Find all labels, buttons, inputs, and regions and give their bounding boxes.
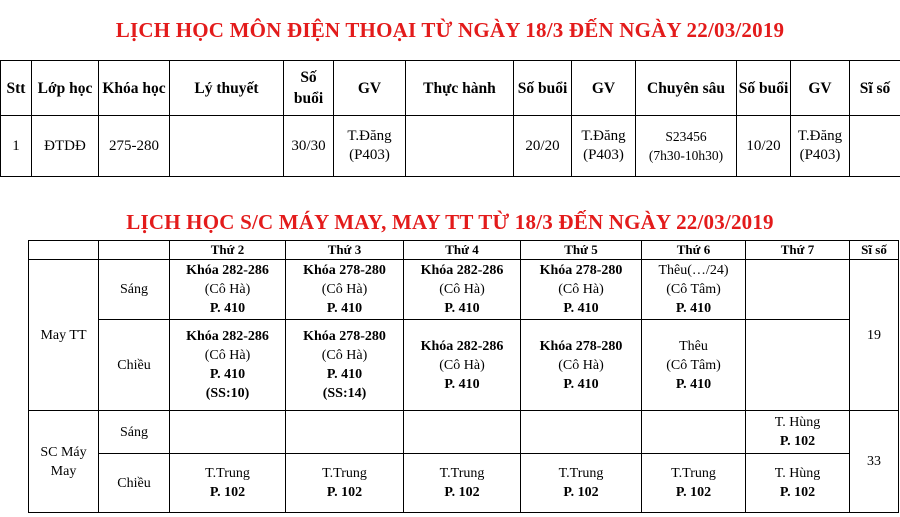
schedule-cell-line: P. 410 (675, 301, 712, 316)
schedule-cell (521, 454, 642, 513)
schedule-cell (642, 454, 746, 513)
schedule-cell-line: (Cô Hà) (204, 282, 251, 297)
schedule-cell (286, 320, 404, 411)
table-row (29, 454, 899, 513)
cell-khoa-hoc: 275-280 (99, 116, 170, 177)
schedule-cell-line: (Cô Hà) (558, 357, 604, 373)
schedule-cell-line: Khóa 282-286 (420, 263, 504, 278)
header-si-so: Sĩ số (850, 241, 899, 260)
schedule-cell-line: P. 102 (779, 485, 816, 500)
header-si-so: Sĩ số (850, 61, 900, 116)
table-row (1, 116, 900, 177)
group-name: SC Máy May (29, 411, 99, 513)
schedule-cell (404, 320, 521, 411)
schedule-cell-line: (Cô Hà) (321, 348, 368, 363)
schedule-cell-line: P. 410 (209, 367, 246, 382)
schedule-cell-line: Thêu (679, 338, 708, 354)
schedule-cell-line: T.Trung (671, 466, 716, 481)
schedule-cell-line: P. 102 (675, 485, 712, 500)
header-so-buoi: Số buổi (514, 61, 572, 116)
schedule-cell-line: P. 102 (563, 485, 599, 500)
table-header-row (1, 61, 900, 116)
schedule-cell (404, 454, 521, 513)
table-row (29, 411, 899, 454)
cell-si-so (850, 116, 900, 177)
gv-room: (P403) (799, 147, 841, 163)
schedule-cell-line: P. 410 (326, 301, 363, 316)
header-so-buoi: Số buổi (284, 61, 334, 116)
schedule-cell-line: P. 102 (444, 485, 480, 500)
header-lop-hoc: Lớp học (32, 61, 99, 116)
schedule-cell-line: T.Trung (558, 466, 604, 481)
schedule-cell-line: Khóa 282-286 (420, 338, 504, 354)
schedule-cell-line: T.Trung (439, 466, 485, 481)
header-so-buoi: Số buổi (737, 61, 791, 116)
schedule-cell-line: Thêu(…/24) (658, 263, 729, 278)
schedule-cell-line: Khóa 282-286 (186, 263, 269, 278)
schedule-cell-line: P. 410 (675, 376, 712, 392)
session-label: Sáng (99, 411, 170, 454)
schedule-cell (642, 411, 746, 454)
schedule-cell-line: (Cô Hà) (439, 357, 485, 373)
chuyen-sau-code: S23456 (665, 129, 707, 144)
schedule-cell-line: (Cô Hà) (204, 348, 251, 363)
schedule-cell (521, 320, 642, 411)
header-stt: Stt (1, 61, 32, 116)
schedule-cell-line: P. 410 (444, 301, 480, 316)
schedule-cell-line: (Cô Hà) (321, 282, 368, 297)
schedule-cell (521, 411, 642, 454)
schedule-cell-line: Khóa 278-280 (303, 263, 386, 278)
session-label: Chiều (99, 454, 170, 513)
cell-gv (572, 116, 636, 177)
sewing-schedule-table (28, 240, 899, 513)
schedule-cell-line: Khóa 282-286 (186, 329, 269, 344)
table-row (29, 320, 899, 411)
schedule-cell-line: P. 410 (563, 376, 599, 392)
header-thuc-hanh: Thực hành (406, 61, 514, 116)
header-gv: GV (791, 61, 850, 116)
table-header-row (29, 241, 899, 260)
gv-name: T.Đăng (347, 128, 392, 144)
schedule-cell (746, 320, 850, 411)
phone-schedule-table (0, 60, 900, 177)
schedule-cell-line: Khóa 278-280 (303, 329, 386, 344)
session-label: Sáng (99, 260, 170, 320)
schedule-cell-line: (Cô Tâm) (666, 282, 721, 297)
group-name: May TT (29, 260, 99, 411)
schedule-title-phone: LỊCH HỌC MÔN ĐIỆN THOẠI TỪ NGÀY 18/3 ĐẾN NGÀY 22/03/2019 (115, 18, 785, 42)
header-ly-thuyet: Lý thuyết (170, 61, 284, 116)
cell-so-buoi: 20/20 (514, 116, 572, 177)
schedule-cell (286, 411, 404, 454)
header-gv: GV (572, 61, 636, 116)
table-row (29, 260, 899, 320)
schedule-cell (642, 260, 746, 320)
header-thu-2: Thứ 2 (170, 241, 286, 260)
schedule-cell-line: (Cô Tâm) (666, 357, 721, 373)
header-thu-6: Thứ 6 (642, 241, 746, 260)
schedule-cell (746, 454, 850, 513)
group-si-so: 33 (850, 411, 899, 513)
schedule-cell-line: Khóa 278-280 (539, 338, 623, 354)
header-thu-4: Thứ 4 (404, 241, 521, 260)
cell-so-buoi: 10/20 (737, 116, 791, 177)
schedule-cell (286, 260, 404, 320)
schedule-cell-line: P. 410 (326, 367, 363, 382)
schedule-cell (170, 454, 286, 513)
header-thu-5: Thứ 5 (521, 241, 642, 260)
schedule-cell-line: T. Hùng (774, 466, 821, 481)
schedule-cell (170, 320, 286, 411)
schedule-cell (521, 260, 642, 320)
schedule-cell-line: P. 410 (563, 301, 599, 316)
schedule-cell-line: T.Trung (205, 466, 250, 481)
cell-thuc-hanh (406, 116, 514, 177)
schedule-cell-line: P. 102 (779, 434, 816, 449)
gv-room: (P403) (583, 147, 624, 163)
header-gv: GV (334, 61, 406, 116)
cell-stt: 1 (1, 116, 32, 177)
schedule-cell (746, 260, 850, 320)
header-khoa-hoc: Khóa học (99, 61, 170, 116)
schedule-cell-line: T. Hùng (774, 415, 821, 430)
schedule-cell-line: P. 102 (209, 485, 246, 500)
schedule-cell (404, 260, 521, 320)
cell-lop-hoc: ĐTDĐ (32, 116, 99, 177)
schedule-cell (170, 260, 286, 320)
header-thu-7: Thứ 7 (746, 241, 850, 260)
session-label: Chiều (99, 320, 170, 411)
cell-ly-thuyet (170, 116, 284, 177)
schedule-cell-line: Khóa 278-280 (539, 263, 623, 278)
schedule-cell (286, 454, 404, 513)
schedule-title-sewing: LỊCH HỌC S/C MÁY MAY, MAY TT TỪ 18/3 ĐẾN NGÀY 22/03/2019 (126, 210, 774, 234)
schedule-cell-line: P. 410 (209, 301, 246, 316)
schedule-cell (170, 411, 286, 454)
header-blank (99, 241, 170, 260)
group-si-so: 19 (850, 260, 899, 411)
cell-gv (334, 116, 406, 177)
cell-chuyen-sau (636, 116, 737, 177)
schedule-cell-line: (Cô Hà) (558, 282, 604, 297)
schedule-cell-line: P. 410 (444, 376, 480, 392)
schedule-cell-line: (SS:14) (322, 386, 367, 401)
schedule-cell-line: (Cô Hà) (439, 282, 485, 297)
header-thu-3: Thứ 3 (286, 241, 404, 260)
cell-gv (791, 116, 850, 177)
schedule-cell-line: (SS:10) (205, 386, 250, 401)
header-blank (29, 241, 99, 260)
chuyen-sau-time: (7h30-10h30) (648, 148, 724, 163)
schedule-cell (642, 320, 746, 411)
gv-name: T.Đăng (581, 128, 626, 144)
gv-name: T.Đăng (797, 128, 843, 144)
schedule-cell (404, 411, 521, 454)
header-chuyen-sau: Chuyên sâu (636, 61, 737, 116)
gv-room: (P403) (349, 147, 390, 163)
schedule-cell (746, 411, 850, 454)
schedule-cell-line: P. 102 (326, 485, 363, 500)
schedule-cell-line: T.Trung (322, 466, 367, 481)
cell-so-buoi: 30/30 (284, 116, 334, 177)
